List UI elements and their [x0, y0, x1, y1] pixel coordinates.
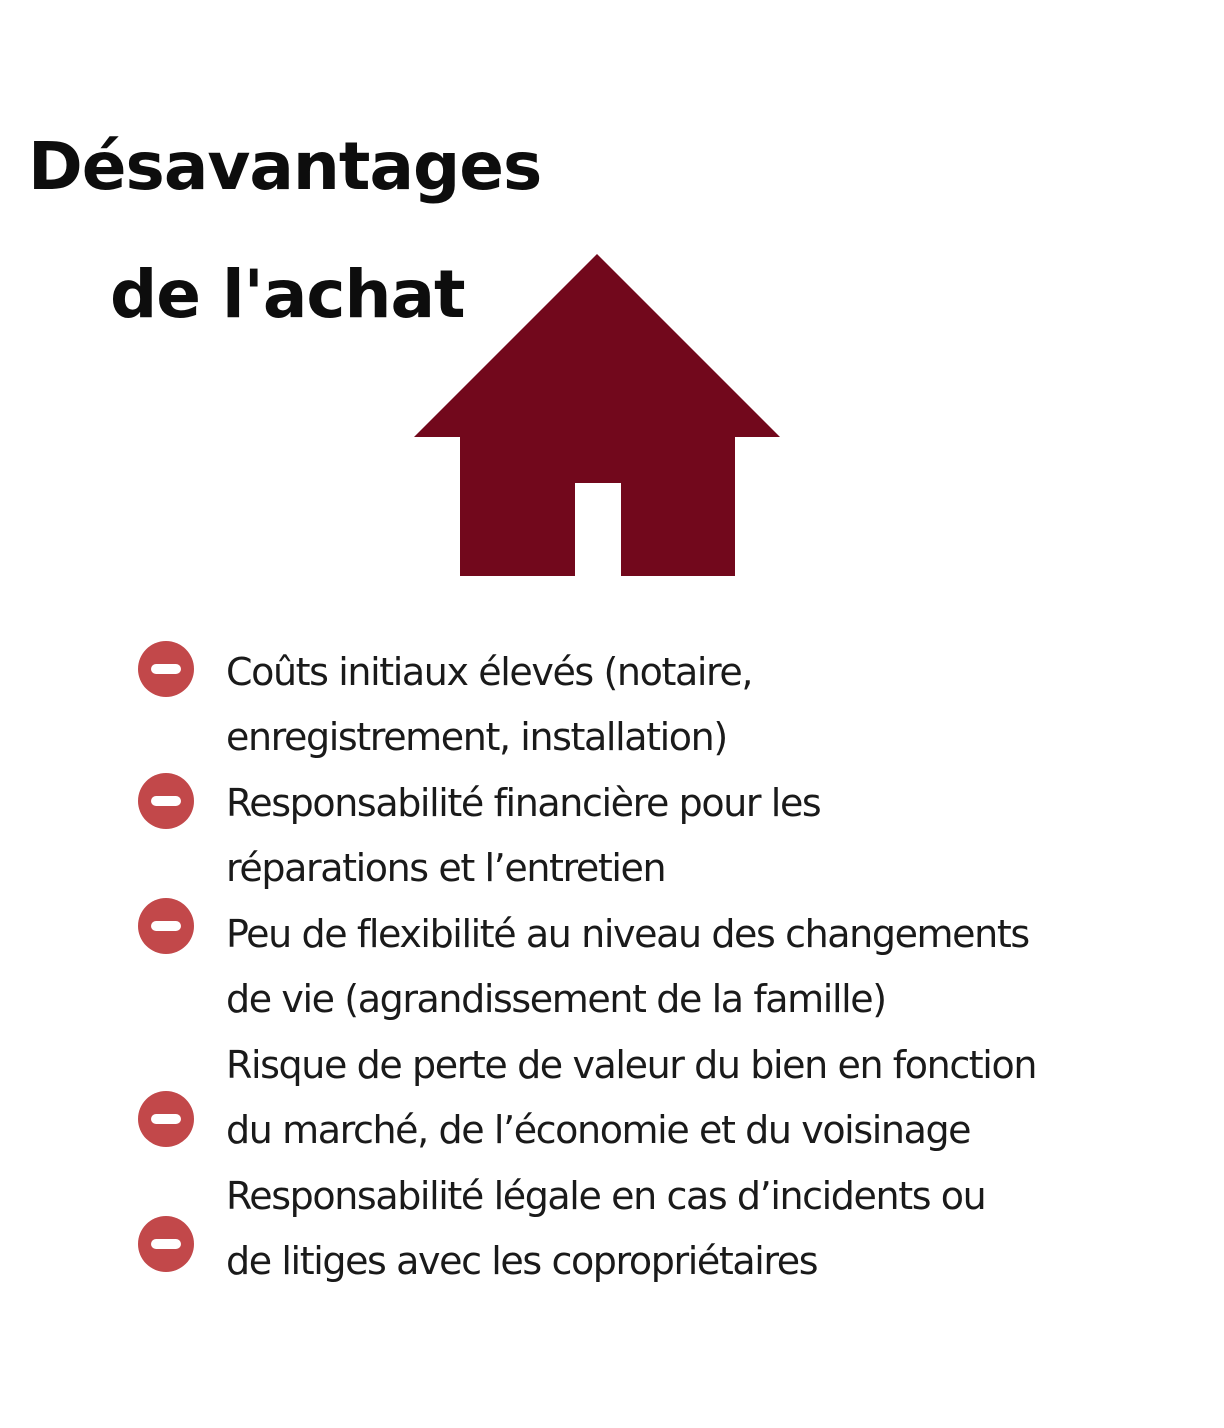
minus-circle-icon — [138, 898, 194, 954]
page-title-line-2: de l'achat — [110, 256, 465, 333]
list-item-text — [226, 1033, 1206, 1163]
list-item-text — [226, 771, 1206, 901]
list-item-line-1: Coûts initiaux élevés (notaire, — [226, 650, 753, 694]
list-item-text — [226, 640, 1206, 770]
minus-circle-icon — [138, 641, 194, 697]
house-icon — [414, 254, 780, 576]
list-item-line-1: Responsabilité financière pour les — [226, 781, 821, 825]
list-item-line-1: Responsabilité légale en cas d’incidents ou — [226, 1174, 986, 1218]
house-shape — [414, 254, 780, 576]
minus-circle-icon — [138, 773, 194, 829]
minus-circle-icon — [138, 1091, 194, 1147]
list-item-line-1: Peu de flexibilité au niveau des changements — [226, 912, 1029, 956]
list-item-text — [226, 1164, 1206, 1294]
list-item-line-2: de litiges avec les copropriétaires — [226, 1239, 818, 1283]
minus-circle-icon — [138, 1216, 194, 1272]
list-item-text — [226, 902, 1206, 1032]
list-item-line-2: enregistrement, installation) — [226, 715, 727, 759]
list-item-line-2: de vie (agrandissement de la famille) — [226, 977, 886, 1021]
list-item-line-2: réparations et l’entretien — [226, 846, 666, 890]
list-item-line-2: du marché, de l’économie et du voisinage — [226, 1108, 971, 1152]
list-item-line-1: Risque de perte de valeur du bien en fonction — [226, 1043, 1036, 1087]
page-title-line-1: Désavantages — [28, 128, 542, 205]
